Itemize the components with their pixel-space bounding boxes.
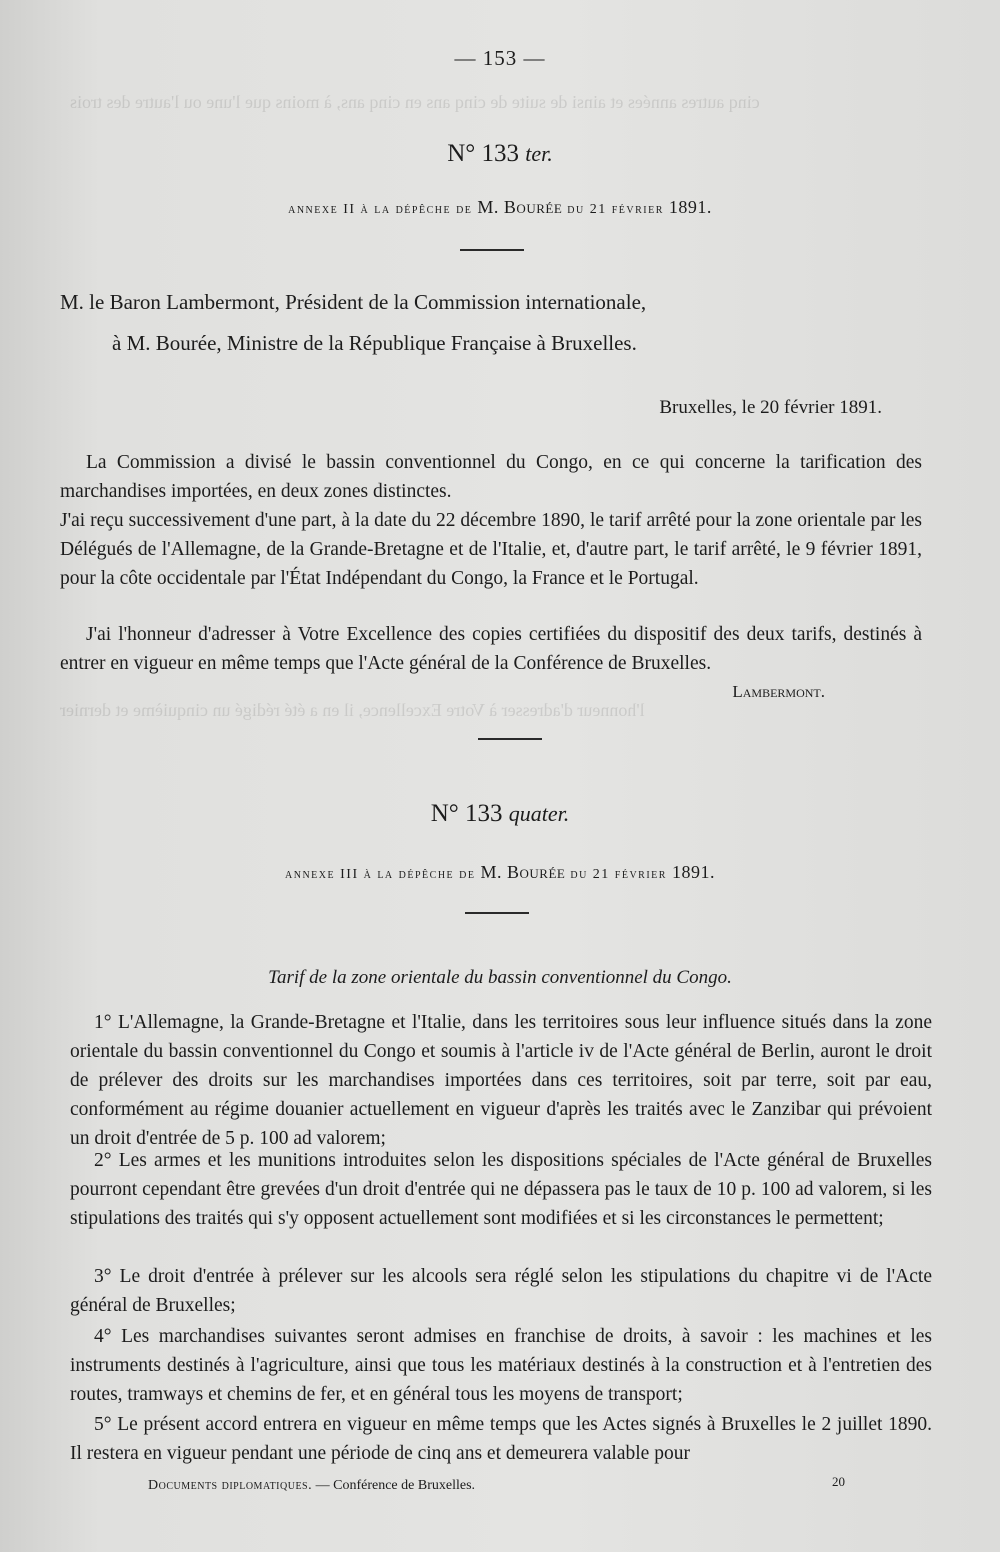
bleed-through-text: cinq autres années et ainsi de suite de cinq ans en cinq ans, à moins que l'une ou l'autre des trois <box>70 92 760 112</box>
annexe-heading <box>0 197 1000 218</box>
tariff-item-3: 3° Le droit d'entrée à prélever sur les alcools sera réglé selon les stipulations du chapitre vi de l'Acte général de Bruxelles; <box>70 1266 932 1316</box>
annexe-text: annexe II à la dépêche de <box>288 202 478 217</box>
tariff-item-4: 4° Les marchandises suivantes seront admises en franchise de droits, à savoir : les machines et les instruments destinés à l'agriculture, ainsi que tous les matériaux destinés à la construction et à l'entretien des routes, tramways et chemins de fer, et en général tous les moyens de transport; <box>70 1326 932 1405</box>
bleed-through-text: l'honneur d'adresser à Votre Excellence, il en a été rédigé un cinquième et dernier <box>60 700 645 720</box>
signature-mark: 20 <box>832 1474 845 1489</box>
document-number-title <box>0 140 1000 168</box>
section-rule <box>460 249 524 251</box>
section-divider <box>478 738 542 740</box>
document-number-suffix: quater. <box>508 801 570 826</box>
tariff-subtitle: Tarif de la zone orientale du bassin conventionnel du Congo. <box>268 967 732 988</box>
footer-conference: — Conférence de Bruxelles. <box>312 1478 476 1493</box>
document-number-title-2 <box>0 800 1000 828</box>
footer-collection: Documents diplomatiques. <box>148 1478 313 1493</box>
tariff-item-5: 5° Le présent accord entrera en vigueur en même temps que les Actes signés à Bruxelles le 2 juillet 1890. Il restera en vigueur pendant une période de cinq ans et demeurera valable pour <box>70 1414 932 1464</box>
tariff-item-1: 1° L'Allemagne, la Grande-Bretagne et l'Italie, dans les territoires sous leur influence situés dans la zone orientale du bassin conventionnel du Congo et soumis à l'article iv de l'Acte général de Berlin, auront le droit de prélever des droits sur les marchandises importées dans ces territoires, soit par terre, soit par eau, conformément au régime douanier actuellement en vigueur d'après les traités avec le Zanzibar qui prévoient un droit d'entrée de 5 p. 100 ad valorem; <box>70 1012 932 1149</box>
tariff-item-2: 2° Les armes et les munitions introduites selon les dispositions spéciales de l'Acte général de Bruxelles pourront cependant être grevées d'un droit d'entrée qui ne dépassera pas le taux de 10 p. 100 ad valorem, si les stipulations des traités qui s'y opposent actuellement sont modifiées et si les circonstances le permettent; <box>70 1150 932 1229</box>
annexe-date: du 21 février <box>562 202 669 217</box>
annexe-name: M. Bourée <box>480 862 566 882</box>
signature: Lambermont. <box>732 682 825 701</box>
annexe-heading-2 <box>0 862 1000 883</box>
letter-paragraph-3: J'ai l'honneur d'adresser à Votre Excellence des copies certifiées du dispositif des deux tarifs, destinés à entrer en vigueur en même temps que l'Acte général de la Conférence de Bruxelles. <box>60 624 922 674</box>
place-date: Bruxelles, le 20 février 1891. <box>659 397 882 418</box>
document-number: N° 133 <box>430 800 503 827</box>
document-number-suffix: ter. <box>525 141 553 166</box>
annexe-year: 1891. <box>668 197 712 217</box>
annexe-year: 1891. <box>671 862 715 882</box>
letter-paragraph-2: J'ai reçu successivement d'une part, à la date du 22 décembre 1890, le tarif arrêté pour la zone orientale par les Délégués de l'Allemagne, de la Grande-Bretagne et de l'Italie, et, d'autre part, le tarif arrêté, le 9 février 1891, pour la côte occidentale par l'État Indépendant du Congo, la France et le Portugal. <box>60 510 922 589</box>
letter-paragraph-1: La Commission a divisé le bassin conventionnel du Congo, en ce qui concerne la tarification des marchandises importées, en deux zones distinctes. <box>60 452 922 502</box>
running-footer <box>148 1478 475 1494</box>
addressee-line-2: à M. Bourée, Ministre de la République Française à Bruxelles. <box>112 331 637 355</box>
section-rule-2 <box>465 912 529 914</box>
page-number: — 153 — <box>454 46 546 70</box>
annexe-text: annexe III à la dépêche de <box>285 867 481 882</box>
addressee-line-1: M. le Baron Lambermont, Président de la Commission internationale, <box>60 290 647 314</box>
annexe-date: du 21 février <box>565 867 672 882</box>
document-number: N° 133 <box>447 140 520 167</box>
annexe-name: M. Bourée <box>477 197 563 217</box>
